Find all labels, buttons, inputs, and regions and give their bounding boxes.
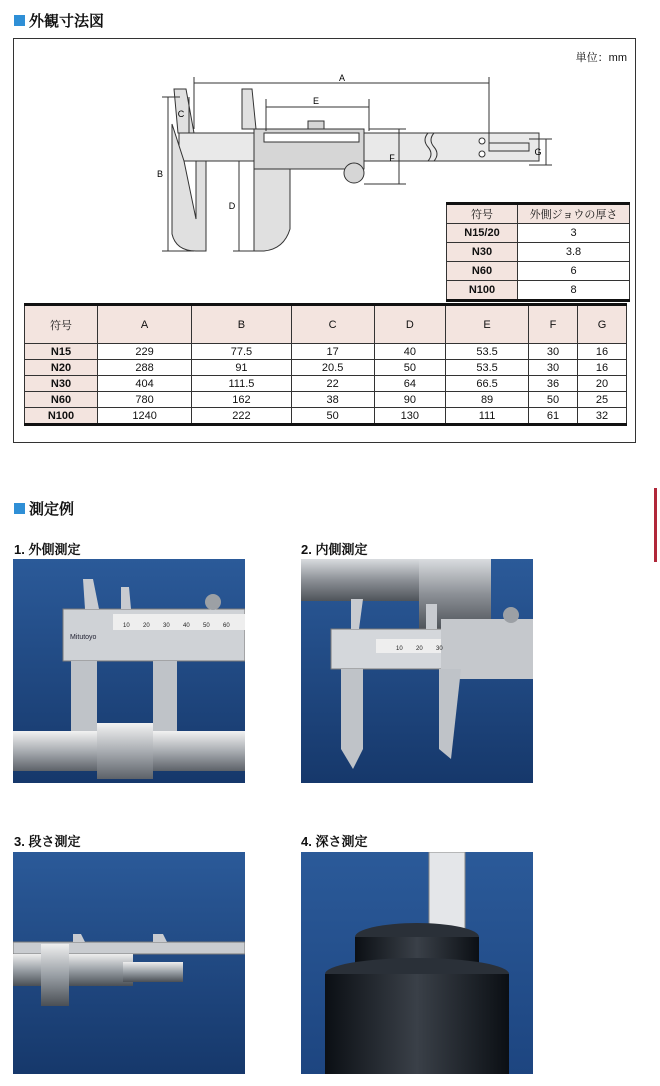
dim-cell: 17 — [291, 344, 374, 360]
dim-cell: 162 — [192, 392, 291, 408]
dim-cell: 288 — [98, 360, 192, 376]
dimension-box — [13, 38, 636, 443]
dim-cell: N60 — [25, 392, 98, 408]
scale-mark: 20 — [143, 623, 150, 629]
dim-header: D — [374, 305, 446, 344]
photo-outside-measurement — [13, 559, 245, 783]
dim-cell: 50 — [529, 392, 578, 408]
section-title-text: 外観寸法図 — [29, 13, 105, 30]
dim-cell: 53.5 — [446, 360, 529, 376]
section-title-examples — [14, 498, 74, 519]
dim-cell: 66.5 — [446, 376, 529, 392]
scale-mark: 60 — [223, 623, 230, 629]
square-bullet-icon — [14, 15, 25, 26]
dim-cell: 16 — [577, 360, 626, 376]
dim-header: E — [446, 305, 529, 344]
jaw-cell: N60 — [447, 262, 518, 281]
section-title-text: 測定例 — [29, 501, 75, 518]
dim-cell: 111 — [446, 408, 529, 425]
dim-cell: 780 — [98, 392, 192, 408]
scale-mark: 30 — [436, 646, 443, 652]
dim-header: 符号 — [25, 305, 98, 344]
photo-step-measurement — [13, 852, 245, 1074]
dim-cell: 30 — [529, 360, 578, 376]
jaw-header-thickness: 外側ジョウの厚さ — [518, 204, 630, 224]
dim-label-d: D — [228, 201, 236, 211]
dim-cell: 20 — [577, 376, 626, 392]
dim-cell: N20 — [25, 360, 98, 376]
jaw-cell: 6 — [518, 262, 630, 281]
photo-depth-measurement — [301, 852, 533, 1074]
dim-cell: 130 — [374, 408, 446, 425]
dim-cell: 77.5 — [192, 344, 291, 360]
scale-mark: 10 — [123, 623, 130, 629]
jaw-thickness-table — [446, 202, 630, 302]
dim-cell: 64 — [374, 376, 446, 392]
example-label-inside: 2. 内側測定 — [301, 542, 368, 557]
dim-label-g: G — [534, 147, 542, 157]
unit-label: 単位：mm — [575, 52, 627, 64]
dim-cell: 404 — [98, 376, 192, 392]
dim-cell: 16 — [577, 344, 626, 360]
dim-cell: N15 — [25, 344, 98, 360]
dim-cell: 36 — [529, 376, 578, 392]
dim-header: C — [291, 305, 374, 344]
example-label-depth: 4. 深さ測定 — [301, 834, 368, 849]
dim-label-b: B — [156, 169, 164, 179]
dim-header: A — [98, 305, 192, 344]
square-bullet-icon — [14, 503, 25, 514]
dim-cell: 53.5 — [446, 344, 529, 360]
dim-cell: 89 — [446, 392, 529, 408]
jaw-cell: N100 — [447, 281, 518, 301]
dim-cell: 50 — [291, 408, 374, 425]
dim-cell: 50 — [374, 360, 446, 376]
page-edge-marker — [654, 488, 657, 562]
jaw-cell: N30 — [447, 243, 518, 262]
dim-cell: 20.5 — [291, 360, 374, 376]
example-label-outside: 1. 外側測定 — [14, 542, 81, 557]
dim-header: B — [192, 305, 291, 344]
jaw-cell: 3 — [518, 224, 630, 243]
dim-cell: 40 — [374, 344, 446, 360]
jaw-cell: N15/20 — [447, 224, 518, 243]
dim-header: F — [529, 305, 578, 344]
example-label-step: 3. 段さ測定 — [14, 834, 81, 849]
dimension-table — [24, 303, 627, 426]
dim-label-c: C — [177, 109, 185, 119]
scale-mark: 30 — [163, 623, 170, 629]
dim-label-e: E — [312, 96, 320, 106]
dim-cell: 25 — [577, 392, 626, 408]
dim-cell: 32 — [577, 408, 626, 425]
dim-cell: 91 — [192, 360, 291, 376]
photo-inside-measurement — [301, 559, 533, 783]
dim-cell: 229 — [98, 344, 192, 360]
dim-cell: 61 — [529, 408, 578, 425]
scale-mark: 40 — [183, 623, 190, 629]
dim-cell: 1240 — [98, 408, 192, 425]
dim-header: G — [577, 305, 626, 344]
dim-label-a: A — [338, 73, 346, 83]
jaw-cell: 3.8 — [518, 243, 630, 262]
dim-label-f: F — [389, 153, 395, 163]
scale-mark: 50 — [203, 623, 210, 629]
scale-mark: 20 — [416, 646, 423, 652]
section-title-dimensions — [14, 10, 104, 31]
dim-cell: 111.5 — [192, 376, 291, 392]
jaw-cell: 8 — [518, 281, 630, 301]
dim-cell: 38 — [291, 392, 374, 408]
dim-cell: 90 — [374, 392, 446, 408]
dim-cell: 30 — [529, 344, 578, 360]
dim-cell: N100 — [25, 408, 98, 425]
brand-text: Mitutoyo — [70, 634, 97, 641]
dim-cell: 222 — [192, 408, 291, 425]
jaw-header-code: 符号 — [447, 204, 518, 224]
scale-mark: 10 — [396, 646, 403, 652]
dim-cell: N30 — [25, 376, 98, 392]
dim-cell: 22 — [291, 376, 374, 392]
